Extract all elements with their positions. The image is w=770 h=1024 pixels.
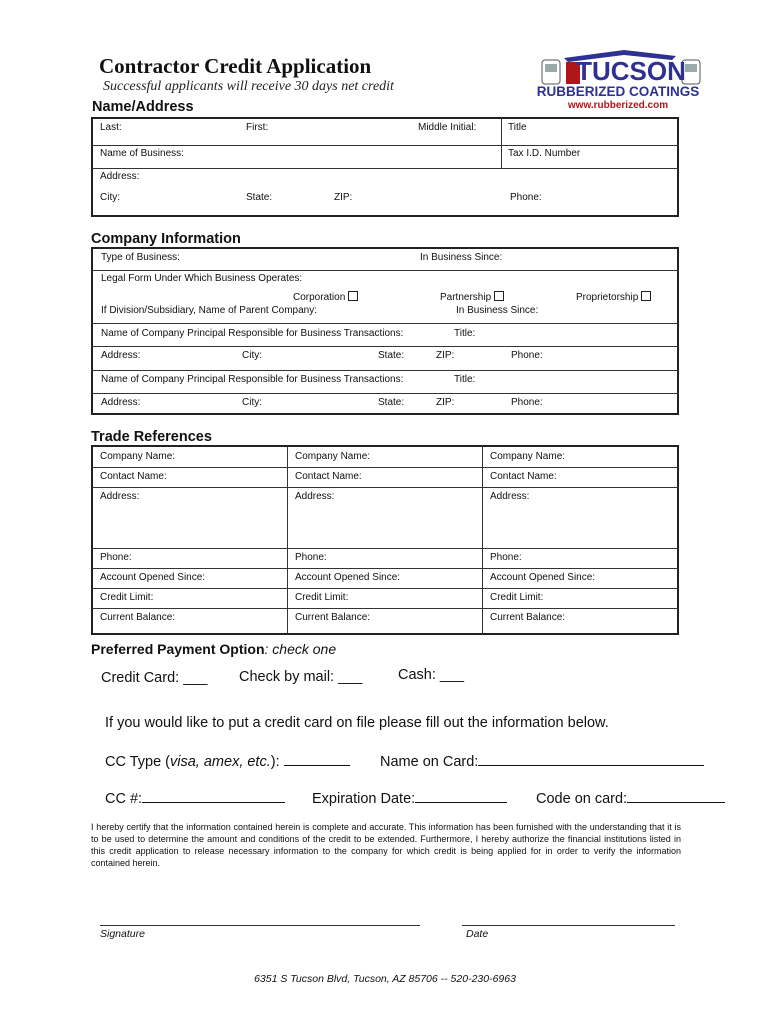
expiration-date-field[interactable] xyxy=(312,790,507,807)
ref2-phone-field[interactable]: Phone: xyxy=(295,552,327,563)
date-label: Date xyxy=(466,928,489,940)
cc-type-field[interactable] xyxy=(105,753,350,770)
middle-initial-field[interactable]: Middle Initial: xyxy=(418,122,477,133)
ref3-address-field[interactable]: Address: xyxy=(490,491,530,502)
principal-2-phone-field[interactable]: Phone: xyxy=(511,397,543,408)
city-field[interactable]: City: xyxy=(100,192,120,203)
ref2-contact-name-field[interactable]: Contact Name: xyxy=(295,471,362,482)
ref2-address-field[interactable]: Address: xyxy=(295,491,335,502)
section-heading-trade-references: Trade References xyxy=(91,429,212,445)
principal-2-city-field[interactable]: City: xyxy=(242,397,262,408)
ref2-credit-limit-field[interactable]: Credit Limit: xyxy=(295,592,349,603)
divider xyxy=(92,608,679,609)
logo-name: TUCSON xyxy=(576,56,686,86)
principal-1-phone-field[interactable]: Phone: xyxy=(511,350,543,361)
principal-2-zip-field[interactable]: ZIP: xyxy=(436,397,455,408)
signature-label: Signature xyxy=(100,928,145,940)
ref3-account-opened-field[interactable]: Account Opened Since: xyxy=(490,572,596,583)
logo-tagline: RUBBERIZED COATINGS xyxy=(536,84,700,99)
section-heading-name-address: Name/Address xyxy=(92,99,194,115)
divider xyxy=(92,568,679,569)
divider xyxy=(92,145,679,146)
logo-graphic xyxy=(536,46,706,114)
footer-address: 6351 S Tucson Blvd, Tucson, AZ 85706 -- 520-230-6963 xyxy=(254,973,516,985)
ref2-current-balance-field[interactable]: Current Balance: xyxy=(295,612,371,623)
partnership-label: Partnership xyxy=(440,292,492,303)
ref3-current-balance-field[interactable]: Current Balance: xyxy=(490,612,566,623)
ref3-contact-name-field[interactable]: Contact Name: xyxy=(490,471,557,482)
zip-field[interactable]: ZIP: xyxy=(334,192,353,203)
ref3-credit-limit-field[interactable]: Credit Limit: xyxy=(490,592,544,603)
divider xyxy=(92,467,679,468)
principal-1-address-field[interactable]: Address: xyxy=(101,350,141,361)
principal-1-state-field[interactable]: State: xyxy=(378,350,405,361)
divider xyxy=(92,270,679,271)
type-of-business-field[interactable]: Type of Business: xyxy=(101,252,180,263)
partnership-checkbox[interactable] xyxy=(494,291,504,301)
page-subtitle: Successful applicants will receive 30 days net credit xyxy=(103,79,394,94)
first-name-field[interactable]: First: xyxy=(246,122,269,133)
cc-type-label-post: ): xyxy=(270,754,280,770)
divider xyxy=(92,370,679,371)
date-line[interactable] xyxy=(462,925,675,926)
divider xyxy=(92,346,679,347)
principal-1-name-field[interactable]: Name of Company Principal Responsible for Business Transactions: xyxy=(101,328,404,339)
divider xyxy=(501,118,502,169)
proprietorship-checkbox[interactable] xyxy=(641,291,651,301)
cc-type-label-pre: CC Type ( xyxy=(105,754,171,770)
ref1-contact-name-field[interactable]: Contact Name: xyxy=(100,471,167,482)
ref1-current-balance-field[interactable]: Current Balance: xyxy=(100,612,176,623)
parent-company-field[interactable]: If Division/Subsidiary, Name of Parent Company: xyxy=(101,305,318,316)
parent-in-business-since-field[interactable]: In Business Since: xyxy=(456,305,539,316)
tax-id-field[interactable]: Tax I.D. Number xyxy=(508,148,581,159)
expiration-date-label: Expiration Date: xyxy=(312,791,416,807)
divider xyxy=(92,168,679,169)
business-name-field[interactable]: Name of Business: xyxy=(100,148,184,159)
state-field[interactable]: State: xyxy=(246,192,273,203)
cash-option[interactable]: Cash: ___ xyxy=(398,667,465,683)
legal-form-label: Legal Form Under Which Business Operates: xyxy=(101,273,303,284)
ref3-phone-field[interactable]: Phone: xyxy=(490,552,522,563)
page-title: Contractor Credit Application xyxy=(99,54,372,78)
principal-1-zip-field[interactable]: ZIP: xyxy=(436,350,455,361)
trade-references-box xyxy=(91,445,679,635)
divider xyxy=(92,548,679,549)
ref3-company-name-field[interactable]: Company Name: xyxy=(490,451,566,462)
title-field[interactable]: Title xyxy=(508,122,527,133)
section-heading-company-info: Company Information xyxy=(91,231,241,247)
ref1-credit-limit-field[interactable]: Credit Limit: xyxy=(100,592,154,603)
name-on-card-blank[interactable] xyxy=(478,753,704,766)
cc-number-label: CC #: xyxy=(105,791,143,807)
corporation-label: Corporation xyxy=(293,292,346,303)
principal-2-name-field[interactable]: Name of Company Principal Responsible for Business Transactions: xyxy=(101,374,404,385)
name-on-card-field[interactable] xyxy=(380,753,704,770)
corporation-option[interactable] xyxy=(293,291,358,303)
divider xyxy=(482,446,483,634)
code-on-card-field[interactable] xyxy=(536,790,725,807)
address-field[interactable]: Address: xyxy=(100,171,140,182)
code-on-card-blank[interactable] xyxy=(627,790,725,803)
last-name-field[interactable]: Last: xyxy=(100,122,122,133)
divider xyxy=(92,323,679,324)
principal-2-address-field[interactable]: Address: xyxy=(101,397,141,408)
certification-statement: I hereby certify that the information contained herein is complete and accurate. This information has been furnished with the understanding that it is to be used to determine the amount and conditions of the credit to be extended. Furthermore, I hereby authorize the financial institutions listed in this credit application to release necessary information to the company for which credit is being applied for in order to verify the information contained herein. xyxy=(91,822,681,868)
section-heading-payment: Preferred Payment Option xyxy=(91,641,265,657)
partnership-option[interactable] xyxy=(440,291,504,303)
name-address-box xyxy=(91,117,679,217)
divider xyxy=(92,487,679,488)
ref1-company-name-field[interactable]: Company Name: xyxy=(100,451,176,462)
credit-card-option[interactable]: Credit Card: ___ xyxy=(101,670,208,686)
divider xyxy=(92,588,679,589)
divider xyxy=(287,446,288,634)
signature-line[interactable] xyxy=(100,925,420,926)
principal-2-title-field[interactable]: Title: xyxy=(454,374,476,385)
cc-number-field[interactable] xyxy=(105,790,285,807)
expiration-date-blank[interactable] xyxy=(415,790,507,803)
cc-number-blank[interactable] xyxy=(142,790,285,803)
payment-heading-row xyxy=(91,641,336,657)
ref1-account-opened-field[interactable]: Account Opened Since: xyxy=(100,572,206,583)
principal-2-state-field[interactable]: State: xyxy=(378,397,405,408)
in-business-since-field[interactable]: In Business Since: xyxy=(420,252,503,263)
logo-url: www.rubberized.com xyxy=(567,100,669,111)
name-on-card-label: Name on Card: xyxy=(380,754,479,770)
principal-1-city-field[interactable]: City: xyxy=(242,350,262,361)
principal-1-title-field[interactable]: Title: xyxy=(454,328,476,339)
check-by-mail-option[interactable]: Check by mail: ___ xyxy=(239,669,363,685)
check-one-note: : check one xyxy=(264,641,337,657)
code-on-card-label: Code on card: xyxy=(536,791,628,807)
proprietorship-label: Proprietorship xyxy=(576,292,639,303)
company-logo xyxy=(536,46,706,114)
corporation-checkbox[interactable] xyxy=(348,291,358,301)
ref2-company-name-field[interactable]: Company Name: xyxy=(295,451,371,462)
ref1-phone-field[interactable]: Phone: xyxy=(100,552,132,563)
divider xyxy=(92,393,679,394)
cc-on-file-instruction: If you would like to put a credit card on file please fill out the information below. xyxy=(105,715,609,731)
cc-type-examples: visa, amex, etc. xyxy=(170,754,271,770)
cc-type-blank[interactable] xyxy=(284,753,350,766)
ref2-account-opened-field[interactable]: Account Opened Since: xyxy=(295,572,401,583)
phone-field[interactable]: Phone: xyxy=(510,192,542,203)
ref1-address-field[interactable]: Address: xyxy=(100,491,140,502)
proprietorship-option[interactable] xyxy=(576,291,651,303)
